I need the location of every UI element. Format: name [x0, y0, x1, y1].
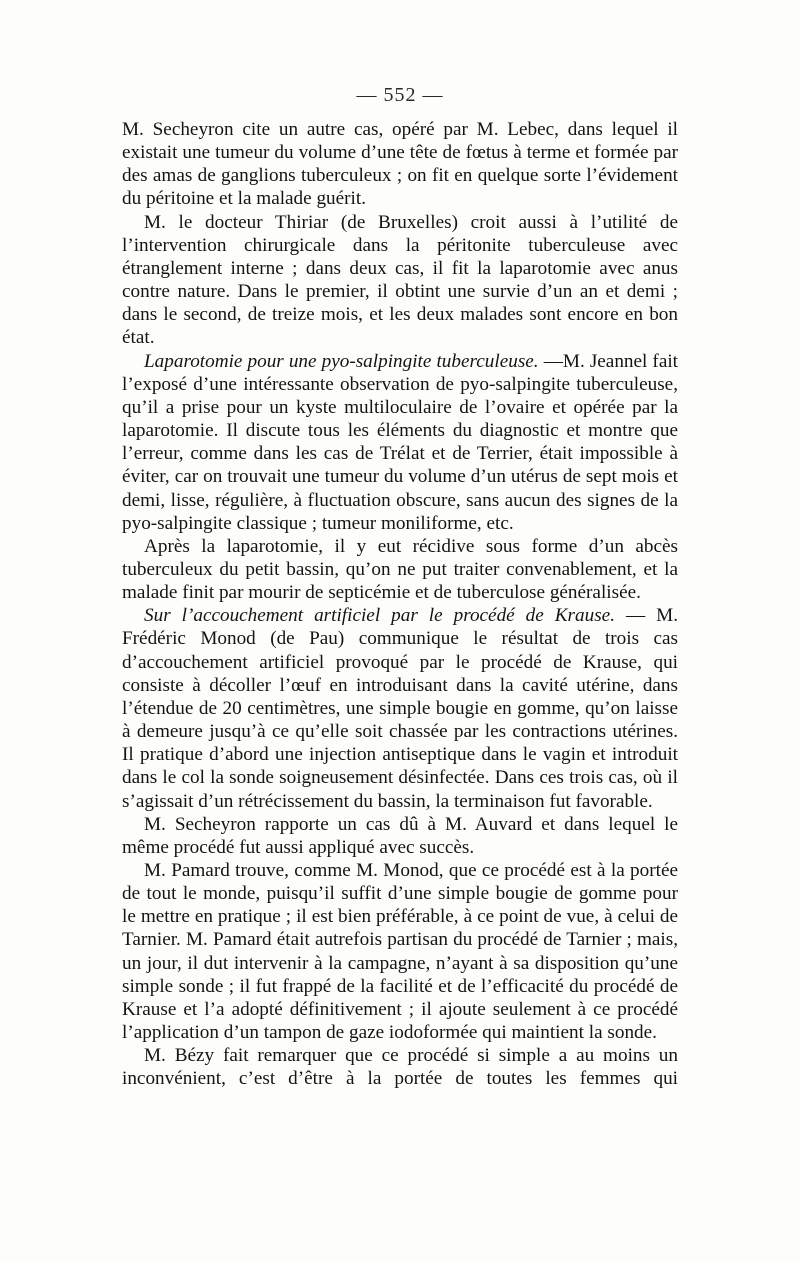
- paragraph-monod-krause: [122, 604, 678, 812]
- paragraph-text: M. Secheyron cite un autre cas, opéré par M. Lebec, dans lequel il existait une tumeur du volume d’une tête de fœtus à terme et formée par des amas de ganglions tuberculeux ; on fit en quelque sorte l’évidement du péritoine et la malade guérit.: [122, 119, 678, 210]
- paragraph-text: Après la laparotomie, il y eut récidive sous forme d’un abcès tuberculeux du petit bassin, qu’on ne put traiter convenablement, et la malade finit par mourir de septicémie et de tuberculose généralisée.: [122, 535, 678, 604]
- paragraph-jeannel: [122, 350, 678, 535]
- paragraph-text: M. Pamard trouve, comme M. Monod, que ce procédé est à la portée de tout le monde, puisqu’il suffit d’une simple bougie de gomme pour le mettre en pratique ; il est bien préférable, à ce point de vue, à celui de Tarnier. M. Pamard était autrefois partisan du procédé de Tarnier ; mais, un jour, il dut intervenir à la campagne, n’ayant à sa disposition qu’une simple sonde ; il fut frappé de la facilité et de l’efficacité du procédé de Krause et l’a adopté définitivement ; il ajoute seulement à ce procédé l’application d’un tampon de gaze iodoformée qui maintient la sonde.: [122, 860, 678, 1044]
- paragraph-text: M. Secheyron rapporte un cas dû à M. Auvard et dans lequel le même procédé fut aussi appliqué avec succès.: [122, 813, 678, 858]
- paragraph-text: —M. Jeannel fait l’exposé d’une intéressante observation de pyo-salpingite tuberculeuse, qu’il a prise pour un kyste multiloculaire de l’ovaire et opérée par la laparotomie. Il discute tous les éléments du diagnostic et montre que l’erreur, comme dans les cas de Trélat et de Terrier, était impossible à éviter, car on trouvait une tumeur du volume d’un utérus de sept mois et demi, lisse, régulière, à fluctuation obscure, sans aucun des signes de la pyo-salpingite classique ; tumeur moniliforme, etc.: [122, 350, 678, 534]
- paragraph-text: — M. Frédéric Monod (de Pau) communique le résultat de trois cas d’accouchement artificiel provoqué par le procédé de Krause, qui consiste à décoller l’œuf en introduisant dans la cavité utérine, dans l’étendue de 20 centimètres, une simple bougie en gomme, qu’on laisse à demeure jusqu’à ce qu’elle soit chassée par les contractions utérines. Il pratique d’abord une injection antiseptique dans le vagin et introduit dans le col la sonde soigneusement désinfectée. Dans ces trois cas, où il s’agissait d’un rétrécissement du bassin, la terminaison fut favorable.: [122, 605, 679, 812]
- page-number: — 552 —: [356, 84, 444, 106]
- paragraph-pamard: [122, 859, 678, 1044]
- paragraph-text: M. le docteur Thiriar (de Bruxelles) croit aussi à l’utilité de l’intervention chirurgicale dans la péritonite tuberculeuse avec étranglement interne ; dans deux cas, il fit la laparotomie avec anus contre nature. Dans le premier, il obtint une survie d’un an et demi ; dans le second, de treize mois, et les deux malades sont encore en bon état.: [122, 211, 678, 349]
- section-heading-accouchement: Sur l’accouchement artificiel par le procédé de Krause.: [144, 605, 615, 627]
- paragraph-thiriar: [122, 211, 678, 350]
- body-text: [122, 118, 678, 1091]
- section-heading-laparotomie: Laparotomie pour une pyo-salpingite tuberculeuse.: [144, 350, 539, 372]
- paragraph-bezy: [122, 1044, 678, 1090]
- paragraph-secheyron-lebec: [122, 118, 678, 211]
- paragraph-secheyron-auvard: [122, 813, 678, 859]
- paragraph-recidive: [122, 535, 678, 604]
- paragraph-text: M. Bézy fait remarquer que ce procédé si simple a au moins un inconvénient, c’est d’être à la portée de toutes les femmes qui: [122, 1045, 678, 1090]
